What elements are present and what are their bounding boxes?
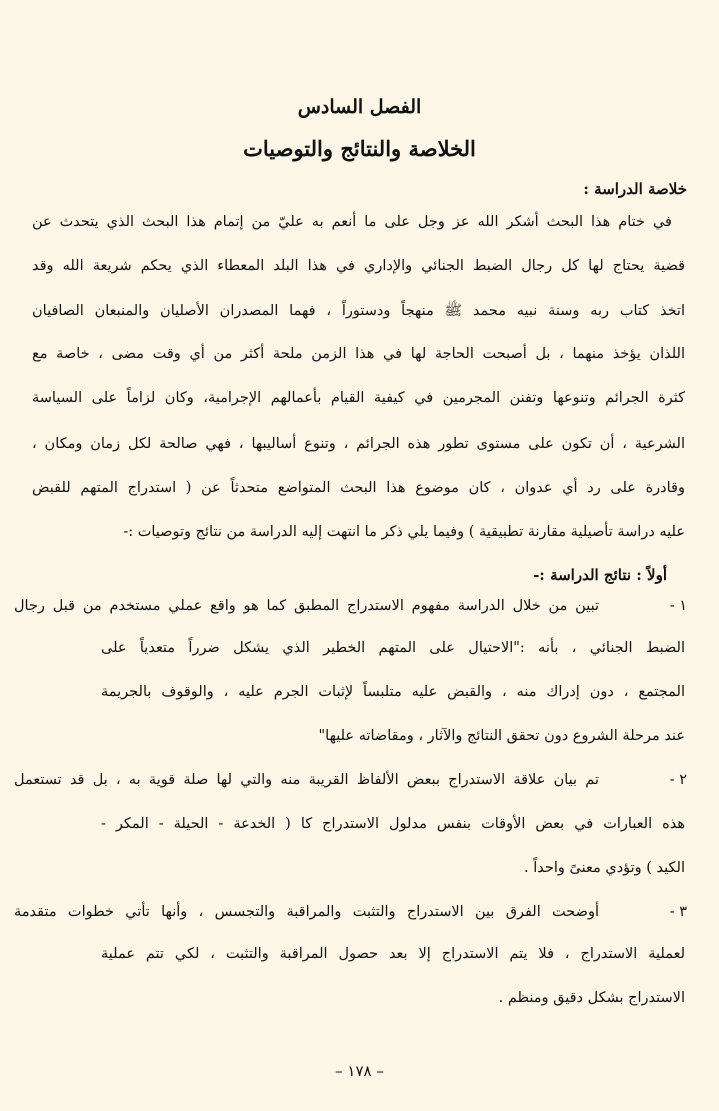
- item-line: عند مرحلة الشروع دون تحقق النتائج والآثار ، ومقاضاته عليها": [318, 728, 685, 744]
- item-line: أوضحت الفرق بين الاستدراج والتثبت والمراقبة والتجسس ، وأنها تأتي خطوات متقدمة: [14, 904, 599, 920]
- summary-line: الشرعية ، أن تكون على مستوى تطور هذه الجرائم ، وتنوع أساليبها ، فهي صالحة لكل زمان ومكان ،: [32, 436, 685, 452]
- page-number: – ١٧٨ –: [335, 1062, 384, 1080]
- chapter-title: الخلاصة والنتائج والتوصيات: [243, 136, 476, 161]
- summary-line: اتخذ كتاب ربه وسنة نبيه محمد ﷺ منهجاً ودستوراً ، فهما المصدران الأصليان والمنبعان الصافيان: [32, 303, 685, 319]
- summary-line: عليه دراسة تأصيلية مقارنة تطبيقية ) وفيما يلي ذكر ما انتهت إليه الدراسة من نتائج وتوصيات :-: [123, 524, 685, 540]
- item-line: تم بيان علاقة الاستدراج ببعض الألفاظ القريبة منه والتي لها صلة قوية به ، بل قد تستعمل: [14, 772, 599, 788]
- item-line: الكيد ) وتؤدي معنىً واحداً .: [524, 860, 685, 876]
- item-line: المجتمع ، دون إدراك منه ، والقبض عليه متلبساً لإثبات الجرم عليه ، والوقوف بالجريمة: [101, 684, 685, 700]
- item-number: ٣ -: [669, 904, 687, 920]
- summary-line: اللذان يؤخذ منهما ، بل أصبحت الحاجة لها في هذا الزمن ملحة أكثر من أي وقت مضى ، خاصة مع: [32, 346, 685, 362]
- item-number: ٢ -: [669, 772, 687, 788]
- item-number: ١ -: [669, 598, 687, 614]
- summary-line: وقادرة على رد أي عدوان ، كان موضوع هذا البحث المتواضع متحدثاً عن ( استدراج المتهم للقبض: [32, 480, 685, 496]
- chapter-heading: الفصل السادس: [297, 96, 422, 118]
- item-line: هذه العبارات في بعض الأوقات بنفس مدلول الاستدراج كا ( الخدعة - الحيلة - المكر -: [101, 816, 685, 832]
- summary-heading: خلاصة الدراسة :: [583, 180, 687, 198]
- item-line: تبين من خلال الدراسة مفهوم الاستدراج المطبق كما هو واقع عملي مستخدم من قبل رجال: [14, 598, 599, 614]
- item-line: لعملية الاستدراج ، فلا يتم الاستدراج إلا بعد حصول المراقبة والتثبت ، لكي تتم عملية: [101, 946, 685, 962]
- results-heading: أولاً : نتائج الدراسة :-: [533, 566, 667, 584]
- summary-line: قضية يحتاج لها كل رجال الضبط الجنائي والإداري في هذا البلد المعطاء الذي يحكم شريعة الله وقد: [32, 258, 685, 274]
- item-line: الضبط الجنائي ، بأنه :"الاحتيال على المتهم الخطير الذي يشكل ضرراً متعدياً على: [101, 640, 685, 656]
- summary-line: في ختام هذا البحث أشكر الله عز وجل على ما أنعم به عليّ من إتمام هذا البحث الذي يتحدث عن: [32, 214, 672, 230]
- item-line: الاستدراج بشكل دقيق ومنظم .: [498, 990, 685, 1006]
- summary-line: كثرة الجرائم وتنوعها وتفنن المجرمين في كيفية القيام بأعمالهم الإجرامية، وكان لزاماً على السياسة: [32, 390, 685, 406]
